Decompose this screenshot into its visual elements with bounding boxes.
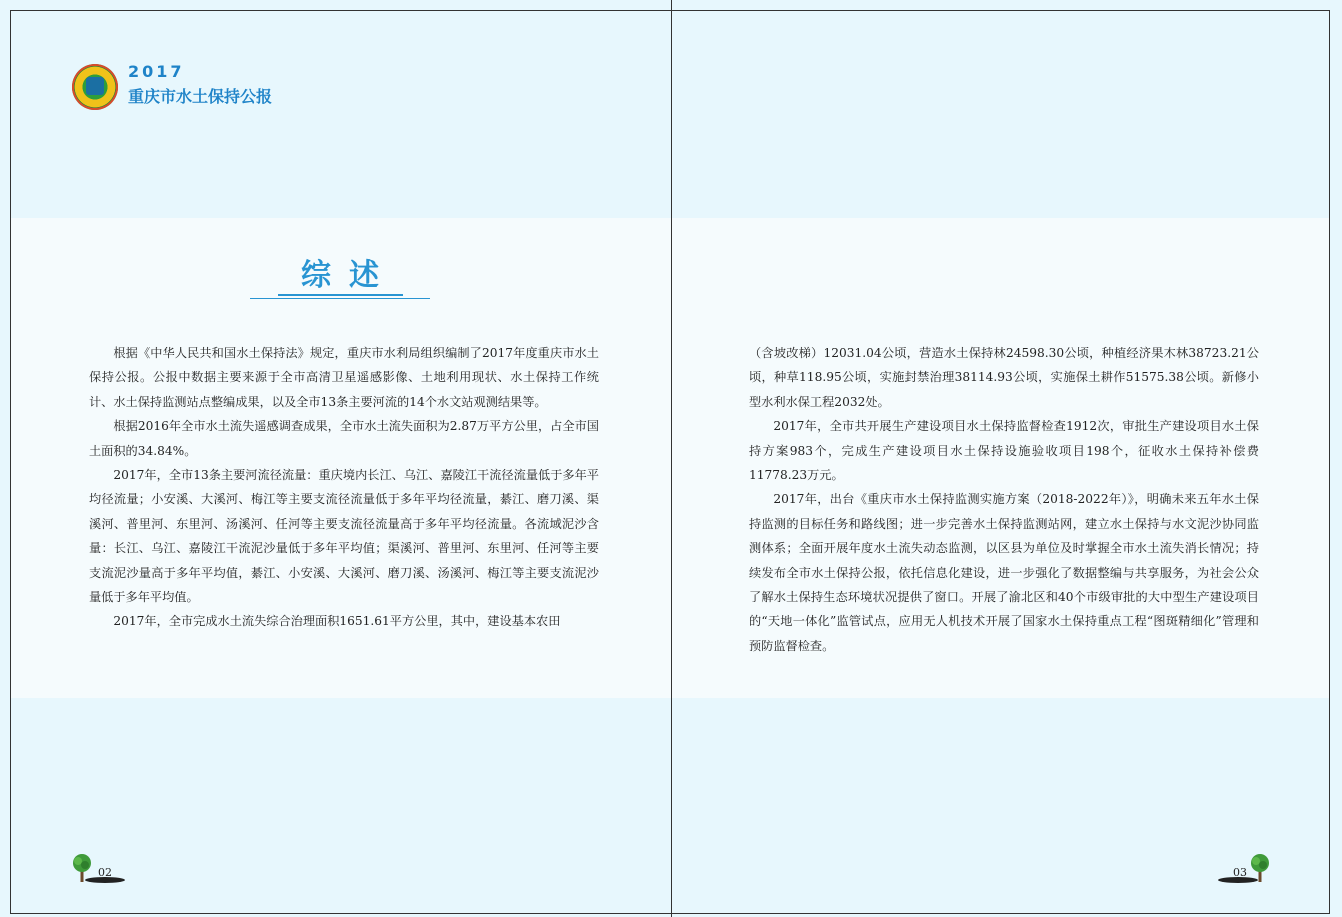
tree-icon xyxy=(1248,853,1272,883)
paragraph: 2017年，全市共开展生产建设项目水土保持监督检查1912次，审批生产建设项目水土保持方案983个，完成生产建设项目水土保持设施验收项目198个，征收水土保持补偿费11778.23万元。 xyxy=(749,419,1259,483)
emblem-center xyxy=(86,77,104,95)
report-title: 重庆市水土保持公报 xyxy=(128,87,273,106)
section-title: 综述 xyxy=(301,258,397,293)
page-number-left: 02 xyxy=(98,866,112,879)
paragraph: 2017年，全市13条主要河流径流量：重庆境内长江、乌江、嘉陵江干流径流量低于多年平均径流量；小安溪、大溪河、梅江等主要支流径流量低于多年平均径流量，綦江、磨刀溪、渠溪河、普里河、东里河、汤溪河、任河等主要支流径流量高于多年平均径流量。各流域泥沙含量：长江、乌江、嘉陵江干流泥沙量低于多年平均值；渠溪河、普里河、东里河、任河等主要支流泥沙量高于多年平均值，綦江、小安溪、大溪河、磨刀溪、汤溪河、梅江等主要支流泥沙量低于多年平均值。 xyxy=(89,468,599,605)
soil-conservation-emblem-icon xyxy=(72,64,118,110)
footer-band xyxy=(11,698,1329,913)
right-page-body xyxy=(749,341,1259,658)
paragraph: 根据《中华人民共和国水土保持法》规定，重庆市水利局组织编制了2017年度重庆市水土保持公报。公报中数据主要来源于全市高清卫星遥感影像、土地利用现状、水土保持工作统计、水土保持监测站点整编成果，以及全市13条主要河流的14个水文站观测结果等。 xyxy=(89,346,599,409)
paragraph: 2017年，出台《重庆市水土保持监测实施方案（2018-2022年）》，明确未来五年水土保持监测的目标任务和路线图；进一步完善水土保持监测站网，建立水土保持与水文泥沙协同监测体系；全面开展年度水土流失动态监测，以区县为单位及时掌握全市水土流失消长情况；持续发布全市水土保持公报，依托信息化建设，进一步强化了数据整编与共享服务，为社会公众了解水土保持生态环境状况提供了窗口。开展了渝北区和40个市级审批的大中型生产建设项目的“天地一体化”监管试点，应用无人机技术开展了国家水土保持重点工程“图斑精细化”管理和预防监督检查。 xyxy=(749,492,1259,653)
left-page-body xyxy=(89,341,599,634)
header-band xyxy=(11,11,1329,218)
book-spine xyxy=(671,0,672,917)
page-number-right: 03 xyxy=(1233,866,1247,879)
title-underline-long xyxy=(250,298,430,299)
paragraph: 根据2016年全市水土流失遥感调查成果，全市水土流失面积为2.87万平方公里，占全市国土面积的34.84%。 xyxy=(89,419,599,458)
tree-icon xyxy=(70,853,94,883)
paragraph: 2017年，全市完成水土流失综合治理面积1651.61平方公里，其中，建设基本农田 xyxy=(113,614,561,629)
report-year: 2017 xyxy=(128,62,185,81)
paragraph: （含坡改梯）12031.04公顷，营造水土保持林24598.30公顷，种植经济果木林38723.21公顷，种草118.95公顷，实施封禁治理38114.93公顷，实施保土耕作51575.38公顷。新修小型水利水保工程2032处。 xyxy=(749,346,1259,409)
title-underline xyxy=(278,294,403,296)
